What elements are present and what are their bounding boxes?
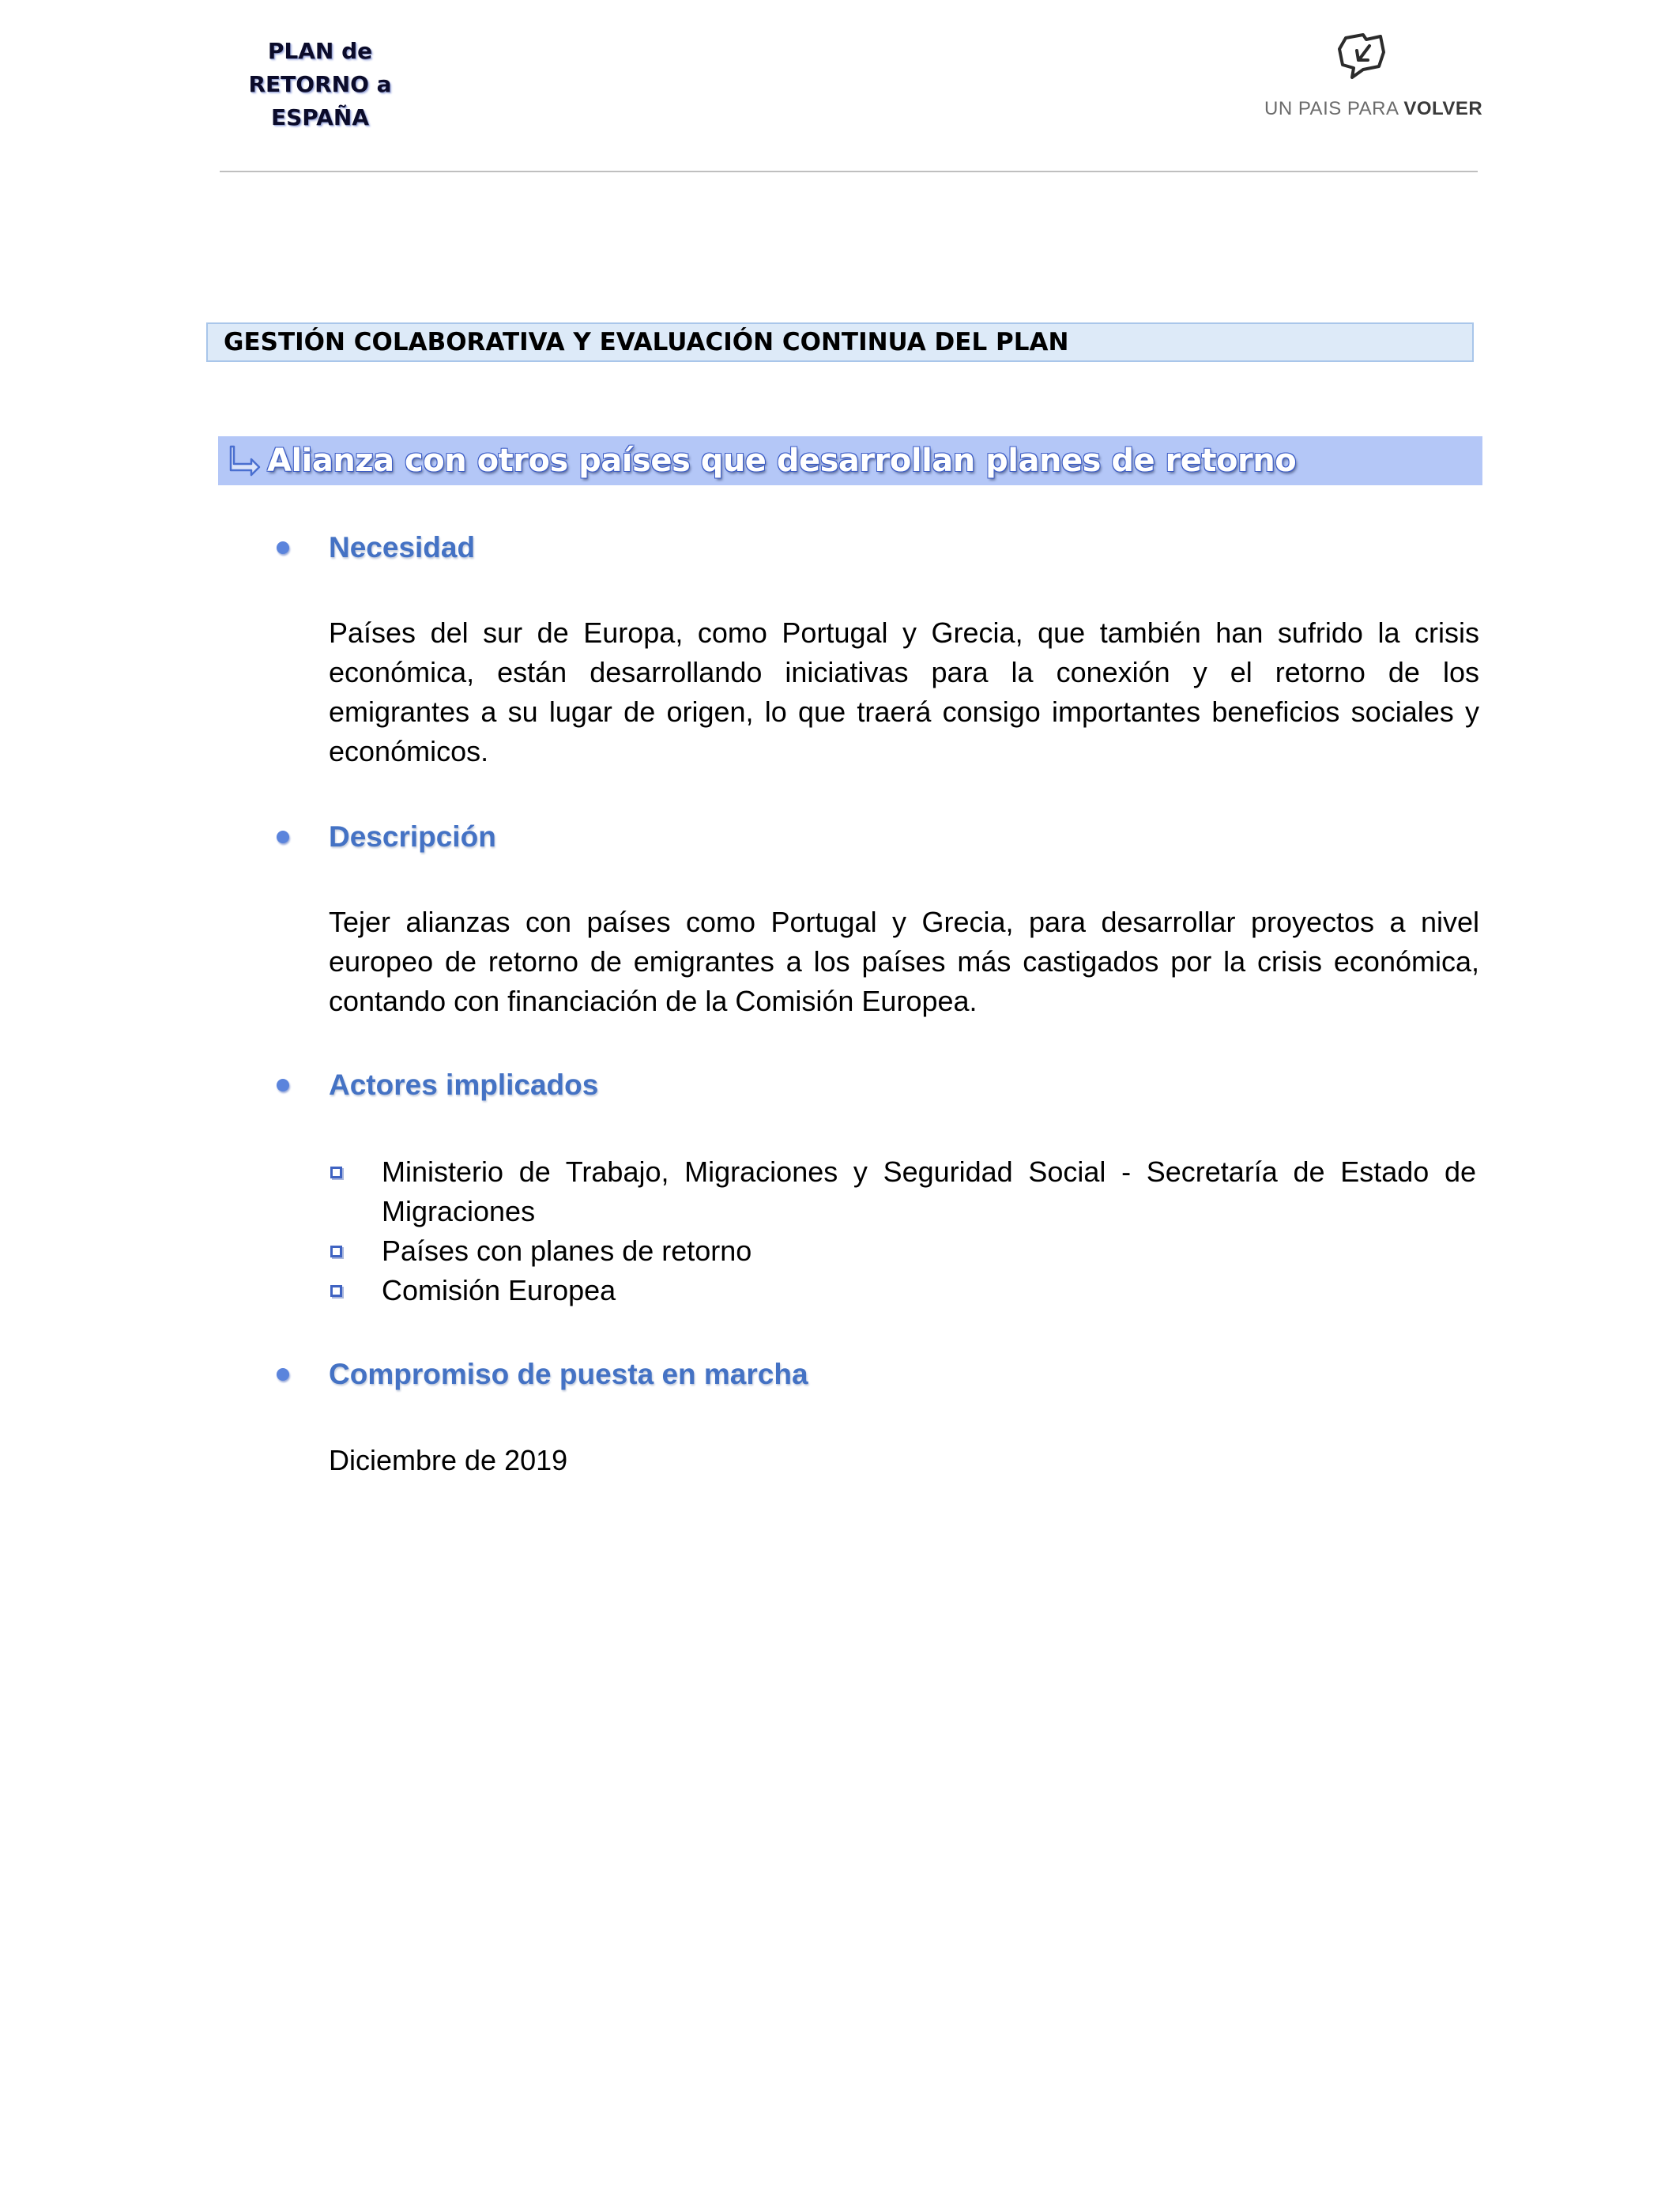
necesidad-text — [329, 613, 1479, 771]
section-heading-box — [206, 322, 1474, 362]
paragraph-line: económica, están desarrollando iniciativas para la conexión y el retorno de los — [329, 656, 1479, 688]
paragraph-line: económicos. — [329, 735, 489, 767]
list-item-text: Comisión Europea — [382, 1274, 616, 1306]
header-divider — [220, 171, 1478, 172]
section-label: Necesidad — [329, 531, 476, 564]
list-item-text: Países con planes de retorno — [382, 1235, 752, 1267]
square-bullet-icon — [330, 1285, 342, 1297]
paragraph-line: Diciembre de 2019 — [329, 1444, 568, 1476]
list-item — [330, 1152, 1476, 1231]
paragraph-line: Países del sur de Europa, como Portugal y Grecia, que también han sufrido la crisis — [329, 616, 1479, 649]
plan-title-line: ESPAÑA — [270, 104, 370, 130]
bullet-dot-icon — [277, 1368, 289, 1381]
brand-tagline-bold: VOLVER — [1403, 98, 1483, 119]
list-item — [330, 1231, 1476, 1271]
paragraph-line: europeo de retorno de emigrantes a los países más castigados por la crisis económica, — [329, 945, 1479, 978]
section-actores-heading — [277, 1069, 598, 1102]
section-label: Compromiso de puesta en marcha — [329, 1358, 808, 1390]
plan-title-line: RETORNO a — [248, 71, 392, 97]
paragraph-line: Tejer alianzas con países como Portugal y Grecia, para desarrollar proyectos a nivel — [329, 906, 1479, 938]
section-compromiso-heading — [277, 1358, 808, 1391]
section-heading: GESTIÓN COLABORATIVA Y EVALUACIÓN CONTINUA DEL PLAN — [224, 328, 1069, 356]
paragraph-line: emigrantes a su lugar de origen, lo que traerá consigo importantes beneficios sociales y — [329, 696, 1479, 728]
measure-title: Alianza con otros países que desarrollan planes de retorno — [267, 443, 1297, 479]
brand-logo — [1264, 28, 1483, 120]
brand-tagline — [1264, 98, 1483, 120]
measure-title-bar — [218, 436, 1482, 485]
list-item-text: Ministerio de Trabajo, Migraciones y Seguridad Social - Secretaría de Estado de Migraciones — [382, 1155, 1476, 1227]
plan-title — [237, 35, 403, 134]
section-necesidad-heading — [277, 531, 475, 564]
plan-title-line: PLAN de — [267, 38, 373, 64]
section-descripcion-heading — [277, 820, 496, 854]
bullet-dot-icon — [277, 541, 289, 554]
bent-arrow-icon — [223, 436, 267, 485]
bullet-dot-icon — [277, 1079, 289, 1091]
section-label: Descripción — [329, 820, 496, 853]
section-label: Actores implicados — [329, 1069, 599, 1101]
compromiso-text — [329, 1441, 1479, 1480]
speech-bubble-arrow-icon — [1332, 28, 1395, 85]
brand-tagline-regular: UN PAIS PARA — [1264, 98, 1404, 119]
bullet-dot-icon — [277, 831, 289, 843]
descripcion-text — [329, 903, 1479, 1021]
square-bullet-icon — [330, 1246, 342, 1257]
square-bullet-icon — [330, 1167, 342, 1178]
paragraph-line: contando con financiación de la Comisión Europea. — [329, 985, 977, 1017]
list-item — [330, 1271, 1476, 1310]
